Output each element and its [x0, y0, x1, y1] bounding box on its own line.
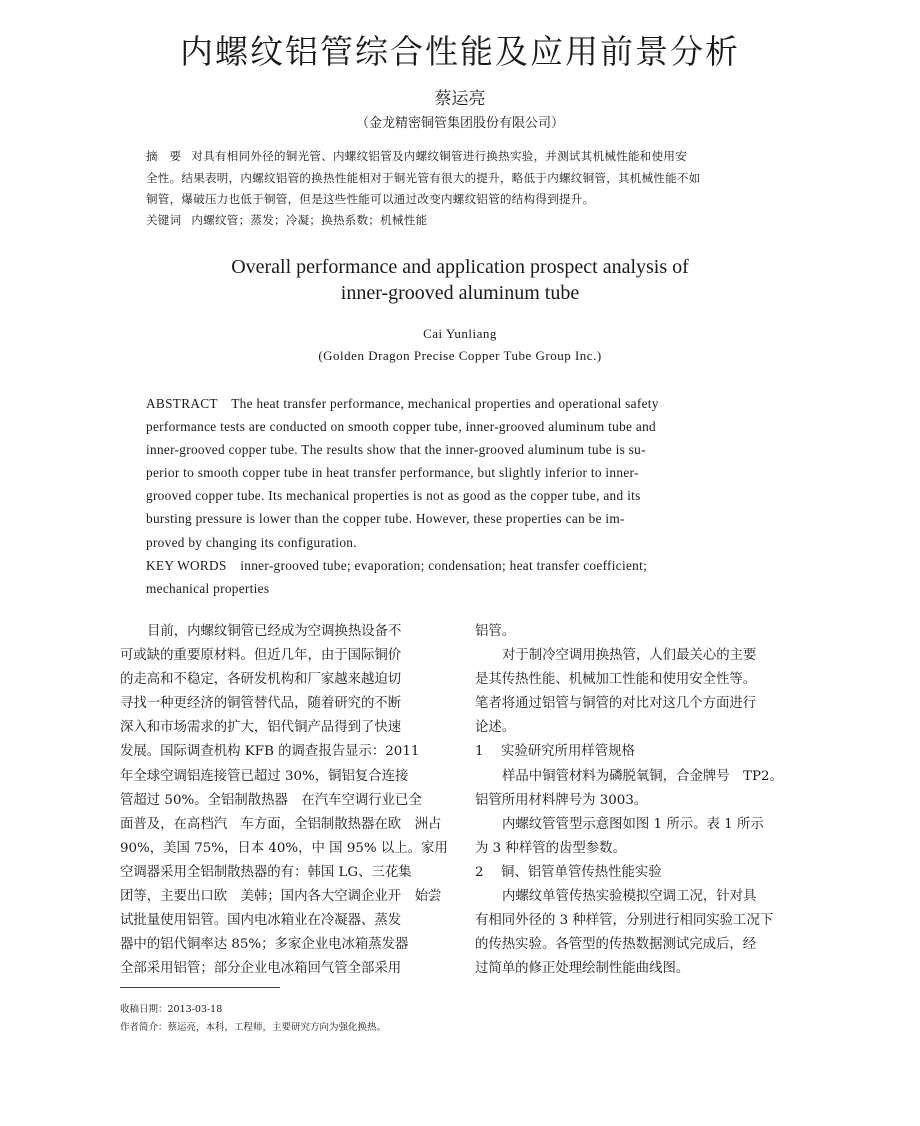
affiliation-cn: （金龙精密铜管集团股份有限公司）: [355, 116, 564, 131]
section-title: 铜、铝管单管传热性能实验: [501, 864, 662, 880]
received-date: 收稿日期：2013-03-18: [120, 1004, 223, 1015]
body-line: 铝管。: [475, 624, 516, 639]
abstract-cn-label: 摘 要: [146, 149, 182, 163]
paper-title: 内螺纹铝管综合性能及应用前景分析: [180, 32, 740, 71]
body-line: 笔者将通过铝管与铜管的对比对这几个方面进行: [475, 696, 757, 712]
abstract-en-line: proved by changing its configuration.: [146, 534, 357, 550]
footnote: [120, 1001, 386, 1037]
affiliation-en: (Golden Dragon Precise Copper Tube Group Inc.): [318, 348, 602, 363]
author-en: Cai Yunliang: [423, 326, 497, 341]
abstract-cn-line: 对具有相同外径的铜光管、内螺纹铝管及内螺纹铜管进行换热实验，并测试其机械性能和使用安: [191, 149, 688, 163]
abstract-cn-line: 全性。结果表明，内螺纹铝管的换热性能相对于铜光管有很大的提升，略低于内螺纹铜管，其机械性能不如: [146, 170, 701, 185]
body-line: 器中的铝代铜率达 85%；多家企业电冰箱蒸发器: [120, 937, 409, 953]
body-column-left: [120, 620, 448, 981]
body-line: 90%，美国 75%，日本 40%，中 国 95% 以上。家用: [120, 840, 448, 856]
body-line: 目前，内螺纹铜管已经成为空调换热设备不: [147, 624, 402, 639]
body-line: 铝管所用材料牌号为 3003。: [475, 792, 648, 808]
body-line: 有相同外径的 3 种样管，分别进行相同实验工况下: [475, 913, 774, 929]
abstract-en-line: bursting pressure is lower than the copper tube. However, these properties can be im-: [146, 511, 625, 527]
abstract-en: [146, 392, 776, 600]
body-line: 全部采用铝管；部分企业电冰箱回气管全部采用: [120, 961, 402, 977]
body-line: 团等，主要出口欧 美韩；国内各大空调企业开 始尝: [120, 889, 442, 905]
section-heading: [475, 861, 827, 885]
body-line: 年全球空调铝连接管已超过 30%，铜铝复合连接: [120, 768, 409, 784]
section-title: 实验研究所用样管规格: [501, 744, 635, 760]
abstract-cn: [146, 146, 774, 211]
paper-title-en: [0, 254, 920, 306]
abstract-en-line: grooved copper tube. Its mechanical properties is not as good as the copper tube, and its: [146, 488, 641, 504]
body-line: 试批量使用铝管。国内电冰箱业在冷凝器、蒸发: [120, 913, 402, 929]
body-line: 样品中铜管材料为磷脱氧铜，合金牌号 TP2。: [502, 768, 783, 784]
author-intro: 作者简介：蔡运亮，本科，工程师，主要研究方向为强化换热。: [120, 1022, 387, 1033]
section-number: 2: [475, 864, 484, 880]
body-line: 的走高和不稳定，各研发机构和厂家越来越迫切: [120, 672, 402, 688]
body-line: 可或缺的重要原材料。但近几年，由于国际铜价: [120, 648, 402, 664]
keywords-en-line: mechanical properties: [146, 580, 270, 596]
body-line: 的传热实验。各管型的传热数据测试完成后，经: [475, 937, 757, 953]
keywords-cn-text: 内螺纹管；蒸发；冷凝；换热系数；机械性能: [191, 213, 428, 227]
abstract-en-line: performance tests are conducted on smooth copper tube, inner-grooved aluminum tube and: [146, 419, 656, 435]
title-en-line: Overall performance and application prospect analysis of: [231, 256, 689, 278]
body-line: 管超过 50%。全铝制散热器 在汽车空调行业已全: [120, 792, 422, 808]
body-line: 深入和市场需求的扩大，铝代铜产品得到了快速: [120, 720, 402, 736]
section-number: 1: [475, 744, 484, 760]
abstract-en-line: inner-grooved copper tube. The results show that the inner-grooved aluminum tube is su-: [146, 442, 646, 458]
body-line: 为 3 种样管的齿型参数。: [475, 840, 626, 856]
abstract-en-line: The heat transfer performance, mechanical properties and operational safety: [231, 396, 659, 411]
body-line: 寻找一种更经济的铜管替代品，随着研究的不断: [120, 696, 402, 712]
body-line: 过简单的修正处理绘制性能曲线图。: [475, 961, 690, 977]
footnote-divider: [120, 987, 280, 988]
body-column-right: [475, 620, 827, 981]
abstract-cn-line: 铜管，爆破压力也低于铜管，但是这些性能可以通过改变内螺纹铝管的结构得到提升。: [146, 192, 595, 206]
body-line: 面普及，在高档汽 车方面，全铝制散热器在欧 洲占: [120, 816, 442, 832]
body-line: 内螺纹管管型示意图如图 1 所示。表 1 所示: [502, 816, 764, 832]
body-line: 空调器采用全铝制散热器的有：韩国 LG、三花集: [120, 864, 412, 880]
body-line: 发展。国际调查机构 KFB 的调查报告显示：2011: [120, 744, 420, 760]
abstract-en-line: perior to smooth copper tube in heat transfer performance, but slightly inferior to inner-: [146, 465, 639, 481]
keywords-en-line: inner-grooved tube; evaporation; condensation; heat transfer coefficient;: [240, 557, 648, 573]
keywords-en-label: KEY WORDS: [146, 557, 227, 573]
body-line: 是其传热性能、机械加工性能和使用安全性等。: [475, 672, 757, 688]
section-heading: [475, 740, 827, 764]
title-en-line: inner-grooved aluminum tube: [340, 282, 580, 304]
author-cn: 蔡运亮: [434, 89, 486, 109]
keywords-cn: [146, 210, 774, 232]
body-line: 论述。: [475, 720, 516, 736]
abstract-en-label: ABSTRACT: [146, 396, 218, 411]
keywords-cn-label: 关键词: [146, 213, 182, 227]
body-line: 内螺纹单管传热实验模拟空调工况，针对具: [502, 889, 757, 905]
body-line: 对于制冷空调用换热管，人们最关心的主要: [502, 648, 757, 664]
